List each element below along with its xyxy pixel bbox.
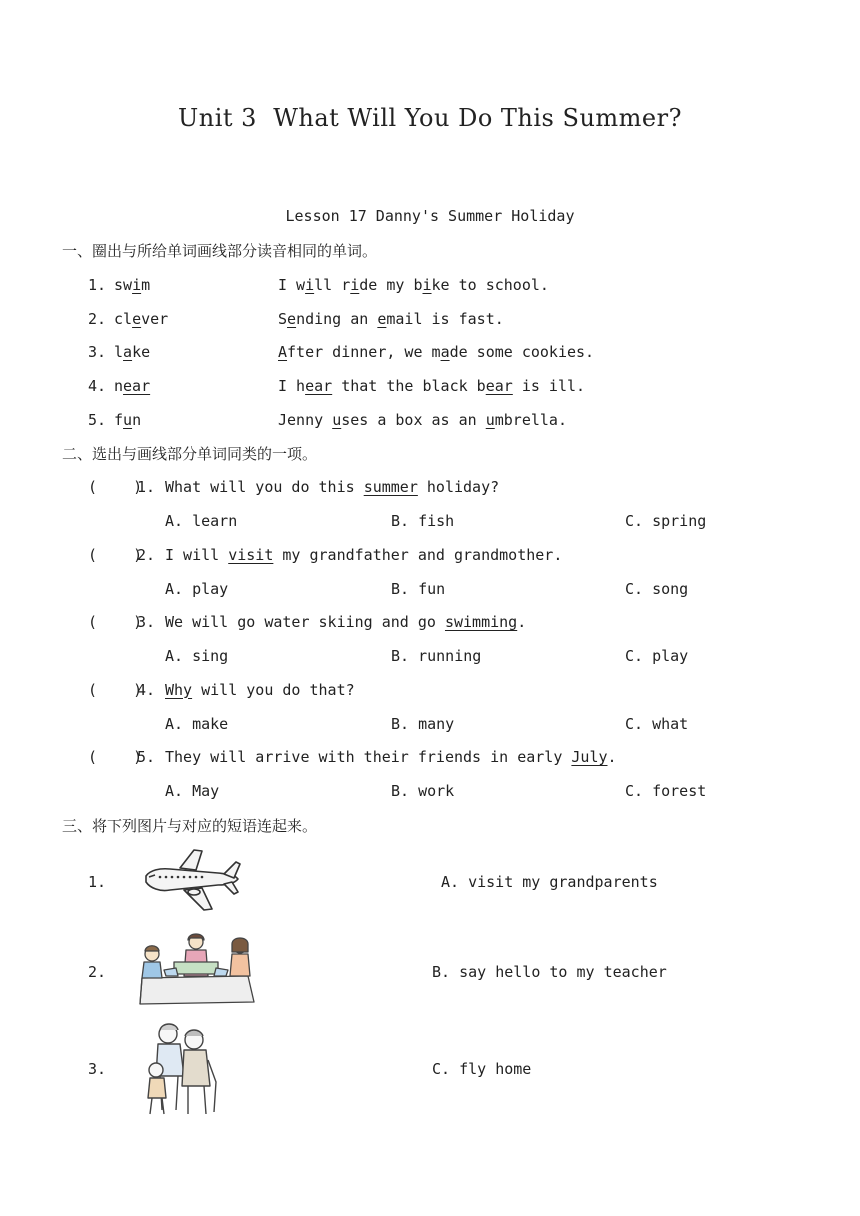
option: A. learn [165,512,238,530]
underlined-part: u [332,410,342,429]
option: B. running [391,647,482,665]
match-number: 1. [88,873,107,891]
question-number: 2. [137,545,156,564]
sentence-part: de my b [359,276,423,294]
option: C. forest [625,782,707,800]
sentence-part: de some cookies. [449,343,595,362]
sentence-part: that the black b [332,377,486,396]
underlined-part: a [123,343,133,362]
underlined-part: swimming [444,613,518,631]
word-part: ke [132,343,151,362]
sentence [278,310,504,328]
word-part: l [114,343,124,362]
sentence [278,411,567,429]
underlined-part: visit [228,545,274,564]
question-sentence [165,681,355,699]
given-word [114,343,150,361]
item-number: 1. [88,276,107,294]
match-phrase: B. say hello to my teacher [432,963,667,981]
sentence-part: Jenny [278,410,333,429]
sentence-part: nding an [296,309,378,328]
given-word [114,411,141,429]
option: A. play [165,579,229,598]
sentence [278,377,585,395]
underlined-part: Why [165,680,193,699]
sentence-part: We will go water skiing and go [165,613,445,631]
word-part: sw [114,276,133,294]
sentence-part: my grandfather and grandmother. [273,545,563,564]
word-part: m [141,276,151,294]
question-sentence [165,748,617,766]
sentence [278,343,594,361]
answer-bracket: ( ) [88,748,143,766]
given-word [114,310,168,328]
sentence-part: will you do that? [192,680,355,699]
option: B. many [391,714,455,733]
item-number: 4. [88,377,107,396]
option: C. song [625,579,689,598]
underlined-part: i [350,276,360,294]
sentence-part: They will arrive with their friends in early [165,748,572,766]
sentence [278,276,549,294]
question-number: 4. [137,680,156,699]
word-part: f [114,410,124,429]
section3-heading: 三、将下列图片与对应的短语连起来。 [62,817,318,835]
word-part: ver [141,309,169,328]
option: B. work [391,782,455,800]
word-part: n [114,377,124,396]
section2-heading: 二、选出与画线部分单词同类的一项。 [62,445,318,463]
option: B. fish [391,512,455,530]
question-sentence [165,478,499,496]
answer-bracket: ( ) [88,680,143,699]
sentence-part: I h [278,377,306,396]
option: C. play [625,647,689,665]
grandparents-picture [138,1020,222,1118]
option: C. spring [625,512,707,530]
option: A. May [165,782,220,800]
option: C. what [625,714,689,733]
underlined-part: i [422,276,432,294]
option: A. make [165,714,229,733]
question-sentence [165,546,562,564]
match-number: 3. [88,1060,107,1078]
answer-bracket: ( ) [88,613,143,631]
question-number: 5. [137,748,156,766]
match-phrase: A. visit my grandparents [441,873,658,891]
lesson-title: Lesson 17 Danny's Summer Holiday [285,207,575,225]
sentence-part: fter dinner, we m [287,343,441,362]
sentence-part: ses a box as an [341,410,486,429]
sentence-part: I w [278,276,306,294]
section1-heading: 一、圈出与所给单词画线部分读音相同的单词。 [62,242,378,260]
underlined-part: summer [363,478,418,496]
answer-bracket: ( ) [88,545,143,564]
sentence-part: I will [165,545,229,564]
underlined-part: A [278,343,288,362]
sentence-part: S [278,309,288,328]
word-part: n [132,410,142,429]
page-title: Unit 3 What Will You Do This Summer? [178,104,682,132]
underlined-part: e [132,309,142,328]
sentence-part: . [517,613,527,631]
sentence-part: . [607,748,617,766]
underlined-part: i [305,276,315,294]
word-part: cl [114,309,133,328]
question-sentence [165,613,526,631]
sentence-part: is ill. [512,377,586,396]
classroom-picture [136,932,258,1008]
answer-bracket: ( ) [88,478,143,496]
item-number: 3. [88,343,107,362]
underlined-part: ear [485,377,513,396]
underlined-part: u [123,410,133,429]
given-word [114,377,150,395]
underlined-part: e [377,309,387,328]
underlined-part: July [571,748,608,766]
option: B. fun [391,579,446,598]
question-number: 3. [137,613,156,631]
match-phrase: C. fly home [432,1060,532,1078]
underlined-part: ear [123,377,151,396]
sentence-part: mbrella. [494,410,567,429]
item-number: 2. [88,309,107,328]
underlined-part: u [485,410,495,429]
sentence-part: mail is fast. [386,309,504,328]
item-number: 5. [88,410,107,429]
option: A. sing [165,647,229,665]
underlined-part: a [440,343,450,362]
underlined-part: ear [305,377,333,396]
match-number: 2. [88,963,107,981]
sentence-part: holiday? [417,478,500,496]
sentence-part: ke to school. [431,276,549,294]
sentence-part: ll r [314,276,351,294]
airplane-picture [140,846,242,916]
underlined-part: i [132,276,142,294]
question-number: 1. [137,478,156,496]
sentence-part: What will you do this [165,478,364,496]
underlined-part: e [287,309,297,328]
given-word [114,276,150,294]
